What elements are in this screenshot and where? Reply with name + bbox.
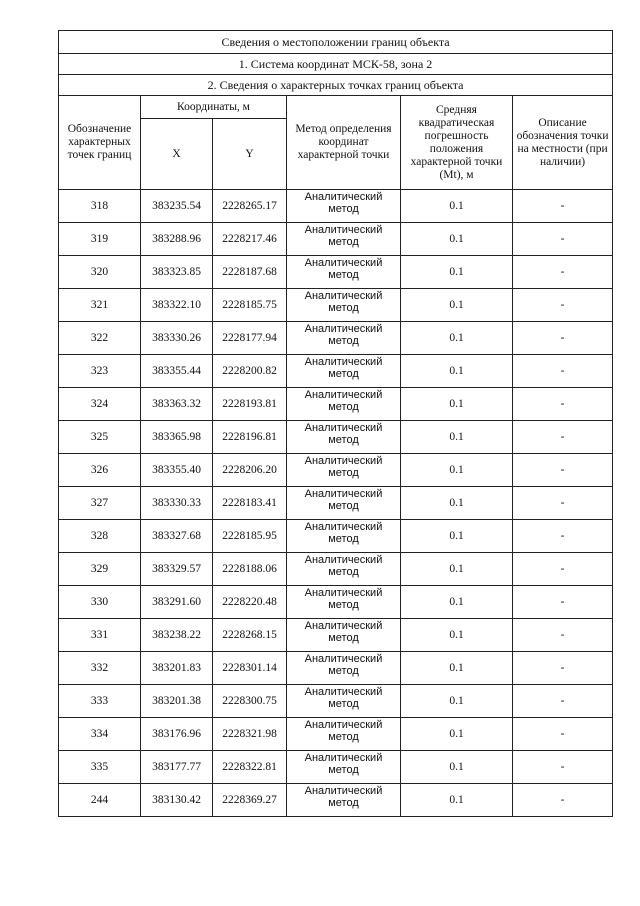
cell-point: 326 <box>59 454 141 487</box>
cell-method: Аналитический метод <box>287 421 401 454</box>
cell-x: 383291.60 <box>141 586 213 619</box>
cell-description: - <box>513 751 613 784</box>
cell-x: 383330.33 <box>141 487 213 520</box>
document-title: Сведения о местоположении границ объекта <box>59 31 613 54</box>
cell-x: 383330.26 <box>141 322 213 355</box>
cell-y: 2228217.46 <box>213 223 287 256</box>
cell-point: 333 <box>59 685 141 718</box>
cell-y: 2228188.06 <box>213 553 287 586</box>
cell-point: 331 <box>59 619 141 652</box>
cell-x: 383363.32 <box>141 388 213 421</box>
cell-x: 383130.42 <box>141 784 213 817</box>
cell-method: Аналитический метод <box>287 520 401 553</box>
cell-error: 0.1 <box>401 487 513 520</box>
cell-x: 383288.96 <box>141 223 213 256</box>
cell-point: 335 <box>59 751 141 784</box>
table-row <box>59 520 613 553</box>
table-row <box>59 652 613 685</box>
cell-error: 0.1 <box>401 586 513 619</box>
cell-error: 0.1 <box>401 256 513 289</box>
table-row <box>59 751 613 784</box>
table-row <box>59 289 613 322</box>
cell-y: 2228322.81 <box>213 751 287 784</box>
cell-description: - <box>513 289 613 322</box>
cell-method: Аналитический метод <box>287 388 401 421</box>
cell-y: 2228321.98 <box>213 718 287 751</box>
cell-point: 323 <box>59 355 141 388</box>
cell-y: 2228177.94 <box>213 322 287 355</box>
cell-error: 0.1 <box>401 685 513 718</box>
cell-x: 383201.38 <box>141 685 213 718</box>
cell-x: 383329.57 <box>141 553 213 586</box>
cell-description: - <box>513 454 613 487</box>
cell-point: 321 <box>59 289 141 322</box>
table-row <box>59 223 613 256</box>
cell-error: 0.1 <box>401 619 513 652</box>
table-row <box>59 256 613 289</box>
cell-method: Аналитический метод <box>287 454 401 487</box>
cell-description: - <box>513 619 613 652</box>
cell-error: 0.1 <box>401 388 513 421</box>
cell-y: 2228185.75 <box>213 289 287 322</box>
table-row <box>59 190 613 223</box>
table-row <box>59 619 613 652</box>
cell-x: 383365.98 <box>141 421 213 454</box>
cell-method: Аналитический метод <box>287 223 401 256</box>
cell-method: Аналитический метод <box>287 751 401 784</box>
cell-point: 329 <box>59 553 141 586</box>
cell-method: Аналитический метод <box>287 190 401 223</box>
cell-description: - <box>513 553 613 586</box>
cell-point: 319 <box>59 223 141 256</box>
cell-x: 383355.40 <box>141 454 213 487</box>
cell-method: Аналитический метод <box>287 553 401 586</box>
cell-x: 383201.83 <box>141 652 213 685</box>
cell-point: 324 <box>59 388 141 421</box>
cell-y: 2228301.14 <box>213 652 287 685</box>
header-y: Y <box>213 119 287 190</box>
cell-description: - <box>513 520 613 553</box>
cell-description: - <box>513 685 613 718</box>
cell-y: 2228265.17 <box>213 190 287 223</box>
table-row <box>59 355 613 388</box>
cell-description: - <box>513 784 613 817</box>
cell-point: 332 <box>59 652 141 685</box>
cell-error: 0.1 <box>401 784 513 817</box>
cell-description: - <box>513 421 613 454</box>
cell-y: 2228187.68 <box>213 256 287 289</box>
cell-description: - <box>513 190 613 223</box>
cell-description: - <box>513 322 613 355</box>
cell-point: 334 <box>59 718 141 751</box>
cell-point: 244 <box>59 784 141 817</box>
cell-method: Аналитический метод <box>287 718 401 751</box>
header-error: Средняя квадратическая погрешность положения характерной точки (Mt), м <box>401 96 513 190</box>
cell-y: 2228268.15 <box>213 619 287 652</box>
cell-method: Аналитический метод <box>287 487 401 520</box>
table-row <box>59 718 613 751</box>
table-row <box>59 553 613 586</box>
cell-point: 330 <box>59 586 141 619</box>
cell-y: 2228183.41 <box>213 487 287 520</box>
cell-description: - <box>513 355 613 388</box>
table-row <box>59 685 613 718</box>
header-method: Метод определения координат характерной точки <box>287 96 401 190</box>
header-x: X <box>141 119 213 190</box>
header-description: Описание обозначения точки на местности (при наличии) <box>513 96 613 190</box>
cell-point: 322 <box>59 322 141 355</box>
cell-y: 2228200.82 <box>213 355 287 388</box>
cell-error: 0.1 <box>401 751 513 784</box>
cell-error: 0.1 <box>401 355 513 388</box>
header-coordinates: Координаты, м <box>141 96 287 119</box>
cell-x: 383355.44 <box>141 355 213 388</box>
cell-y: 2228193.81 <box>213 388 287 421</box>
cell-description: - <box>513 256 613 289</box>
cell-error: 0.1 <box>401 652 513 685</box>
cell-y: 2228300.75 <box>213 685 287 718</box>
table-row <box>59 487 613 520</box>
cell-method: Аналитический метод <box>287 652 401 685</box>
cell-point: 325 <box>59 421 141 454</box>
cell-method: Аналитический метод <box>287 322 401 355</box>
table-row <box>59 322 613 355</box>
table-row <box>59 784 613 817</box>
cell-method: Аналитический метод <box>287 355 401 388</box>
table-row <box>59 421 613 454</box>
boundary-points-document <box>58 30 612 817</box>
cell-x: 383327.68 <box>141 520 213 553</box>
cell-method: Аналитический метод <box>287 685 401 718</box>
header-point: Обозначение характерных точек границ <box>59 96 141 190</box>
cell-x: 383323.85 <box>141 256 213 289</box>
table-row <box>59 454 613 487</box>
coordinate-system-heading: 1. Система координат МСК-58, зона 2 <box>59 54 613 75</box>
cell-description: - <box>513 718 613 751</box>
cell-point: 320 <box>59 256 141 289</box>
cell-error: 0.1 <box>401 289 513 322</box>
cell-method: Аналитический метод <box>287 256 401 289</box>
cell-point: 318 <box>59 190 141 223</box>
cell-error: 0.1 <box>401 190 513 223</box>
cell-x: 383322.10 <box>141 289 213 322</box>
cell-method: Аналитический метод <box>287 586 401 619</box>
cell-error: 0.1 <box>401 223 513 256</box>
cell-method: Аналитический метод <box>287 619 401 652</box>
cell-x: 383235.54 <box>141 190 213 223</box>
cell-description: - <box>513 652 613 685</box>
cell-y: 2228185.95 <box>213 520 287 553</box>
cell-x: 383238.22 <box>141 619 213 652</box>
cell-y: 2228206.20 <box>213 454 287 487</box>
cell-method: Аналитический метод <box>287 784 401 817</box>
cell-y: 2228196.81 <box>213 421 287 454</box>
cell-point: 327 <box>59 487 141 520</box>
cell-y: 2228220.48 <box>213 586 287 619</box>
cell-description: - <box>513 223 613 256</box>
cell-error: 0.1 <box>401 421 513 454</box>
table-row <box>59 586 613 619</box>
cell-description: - <box>513 487 613 520</box>
boundary-points-table <box>58 30 613 817</box>
points-table-body <box>59 190 613 817</box>
cell-description: - <box>513 586 613 619</box>
table-row <box>59 388 613 421</box>
cell-point: 328 <box>59 520 141 553</box>
cell-method: Аналитический метод <box>287 289 401 322</box>
cell-x: 383177.77 <box>141 751 213 784</box>
cell-y: 2228369.27 <box>213 784 287 817</box>
cell-x: 383176.96 <box>141 718 213 751</box>
cell-description: - <box>513 388 613 421</box>
cell-error: 0.1 <box>401 322 513 355</box>
points-section-heading: 2. Сведения о характерных точках границ объекта <box>59 75 613 96</box>
cell-error: 0.1 <box>401 520 513 553</box>
cell-error: 0.1 <box>401 553 513 586</box>
cell-error: 0.1 <box>401 718 513 751</box>
cell-error: 0.1 <box>401 454 513 487</box>
